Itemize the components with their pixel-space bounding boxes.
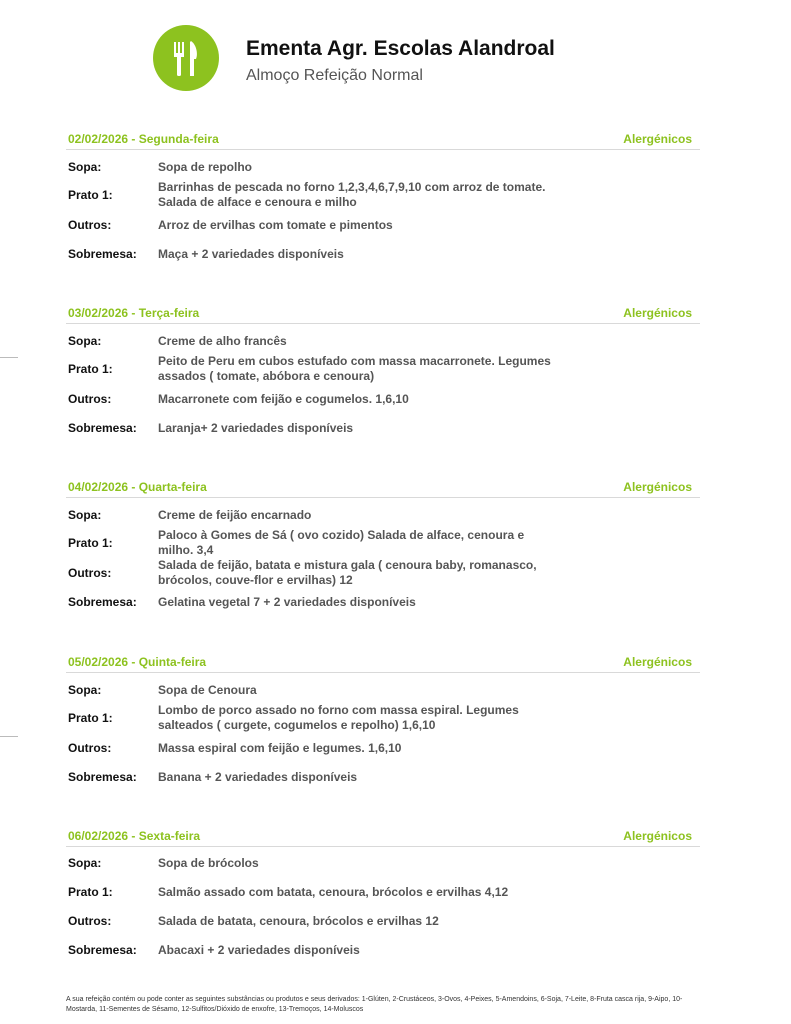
dessert-value: Abacaxi + 2 variedades disponíveis xyxy=(158,943,360,957)
allergens-link[interactable]: Alergénicos xyxy=(623,829,692,843)
soup-value: Sopa de brócolos xyxy=(158,856,259,870)
main-value: Peito de Peru em cubos estufado com massa macarronete. Legumes assados ( tomate, abóbora e cenoura) xyxy=(158,354,551,383)
page-title: Ementa Agr. Escolas Alandroal xyxy=(246,37,555,60)
other-value: Salada de batata, cenoura, brócolos e ervilhas 12 xyxy=(158,914,439,928)
main-value: Salmão assado com batata, cenoura, brócolos e ervilhas 4,12 xyxy=(158,885,509,899)
allergens-link[interactable]: Alergénicos xyxy=(623,480,692,494)
dessert-value: Maça + 2 variedades disponíveis xyxy=(158,247,344,261)
allergens-link[interactable]: Alergénicos xyxy=(623,655,692,669)
margin-mark xyxy=(0,357,18,358)
dessert-label: Sobremesa: xyxy=(68,943,137,957)
margin-mark xyxy=(0,736,18,737)
day-header xyxy=(66,829,700,847)
day-header xyxy=(66,132,700,150)
logo xyxy=(153,25,219,91)
dessert-label: Sobremesa: xyxy=(68,421,137,435)
other-label: Outros: xyxy=(68,566,112,580)
allergens-link[interactable]: Alergénicos xyxy=(623,132,692,146)
soup-value: Sopa de repolho xyxy=(158,160,253,174)
main-label: Prato 1: xyxy=(68,362,113,376)
day-block xyxy=(66,480,700,609)
other-value: Massa espiral com feijão e legumes. 1,6,10 xyxy=(158,741,402,755)
day-header xyxy=(66,306,700,324)
allergen-footnote: A sua refeição contém ou pode conter as seguintes substâncias ou produtos e seus derivados: 1-Glúten, 2-Crustáceos, 3-Ovos, 4-Peixes, 5-Amendoins, 6-Soja, 7-Leite, 8-Fruta casca rija, 9-Aipo, 10-Mostarda, 11-Sementes de Sésamo, 12-Sulfitos/Dióxido de enxofre, 13-Tremoços, 14-Moluscos xyxy=(66,996,683,1013)
other-value: Salada de feijão, batata e mistura gala ( cenoura baby, romanasco, brócolos, couve-flor e ervilhas) 12 xyxy=(158,558,537,587)
page-subtitle: Almoço Refeição Normal xyxy=(246,67,423,84)
day-date: 06/02/2026 - Sexta-feira xyxy=(68,829,201,843)
allergens-link[interactable]: Alergénicos xyxy=(623,306,692,320)
day-block xyxy=(66,655,700,784)
day-date: 05/02/2026 - Quinta-feira xyxy=(68,655,207,669)
main-value: Barrinhas de pescada no forno 1,2,3,4,6,7,9,10 com arroz de tomate. Salada de alface e cenoura e milho xyxy=(158,180,546,209)
dessert-label: Sobremesa: xyxy=(68,247,137,261)
day-block xyxy=(66,132,700,261)
other-value: Arroz de ervilhas com tomate e pimentos xyxy=(158,218,393,232)
other-label: Outros: xyxy=(68,741,112,755)
dessert-label: Sobremesa: xyxy=(68,770,137,784)
main-label: Prato 1: xyxy=(68,188,113,202)
day-date: 02/02/2026 - Segunda-feira xyxy=(68,132,219,146)
day-date: 04/02/2026 - Quarta-feira xyxy=(68,480,207,494)
dessert-label: Sobremesa: xyxy=(68,595,137,609)
main-label: Prato 1: xyxy=(68,536,113,550)
soup-value: Creme de feijão encarnado xyxy=(158,508,312,522)
day-block xyxy=(66,829,700,957)
other-label: Outros: xyxy=(68,218,112,232)
dessert-value: Gelatina vegetal 7 + 2 variedades disponíveis xyxy=(158,595,416,609)
day-date: 03/02/2026 - Terça-feira xyxy=(68,306,200,320)
soup-label: Sopa: xyxy=(68,508,102,522)
main-value: Lombo de porco assado no forno com massa espiral. Legumes salteados ( curgete, cogumelos e repolho) 1,6,10 xyxy=(158,703,519,732)
soup-value: Sopa de Cenoura xyxy=(158,683,257,697)
soup-label: Sopa: xyxy=(68,683,102,697)
dessert-value: Laranja+ 2 variedades disponíveis xyxy=(158,421,354,435)
soup-label: Sopa: xyxy=(68,334,102,348)
soup-label: Sopa: xyxy=(68,856,102,870)
day-header xyxy=(66,480,700,498)
other-label: Outros: xyxy=(68,914,112,928)
main-label: Prato 1: xyxy=(68,711,113,725)
main-value: Paloco à Gomes de Sá ( ovo cozido) Salada de alface, cenoura e milho. 3,4 xyxy=(158,528,525,557)
other-label: Outros: xyxy=(68,392,112,406)
day-header xyxy=(66,655,700,673)
soup-label: Sopa: xyxy=(68,160,102,174)
fork-knife-icon xyxy=(153,25,219,91)
other-value: Macarronete com feijão e cogumelos. 1,6,10 xyxy=(158,392,409,406)
main-label: Prato 1: xyxy=(68,885,113,899)
soup-value: Creme de alho francês xyxy=(158,334,287,348)
dessert-value: Banana + 2 variedades disponíveis xyxy=(158,770,358,784)
day-block xyxy=(66,306,700,435)
